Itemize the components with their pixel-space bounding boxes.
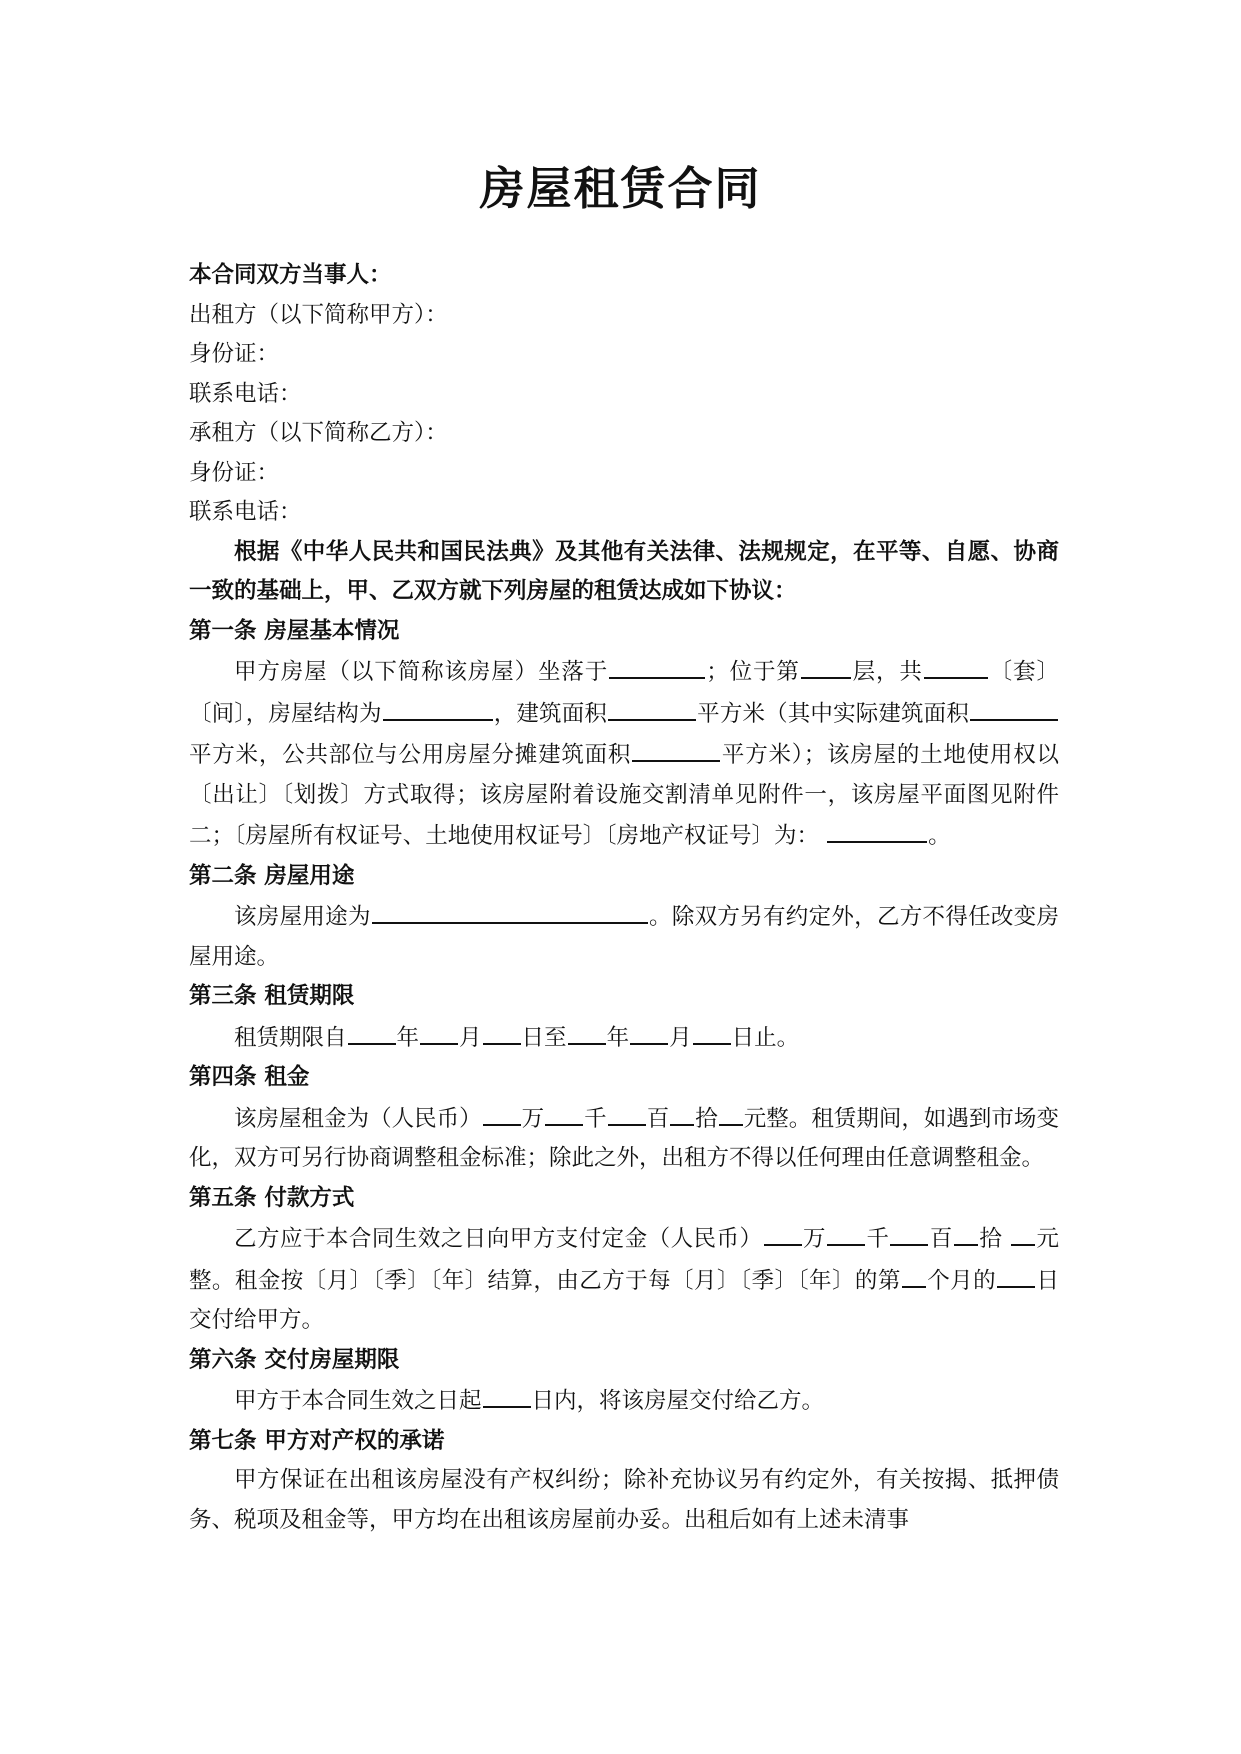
- article-1-text: ，建筑面积: [493, 700, 608, 727]
- article-1-text: 平方米，公共部位与公用房屋分摊建筑面积: [189, 742, 632, 768]
- article-4-text: 万: [521, 1105, 545, 1132]
- floor-blank[interactable]: [801, 651, 851, 679]
- delivery-days-blank[interactable]: [483, 1380, 531, 1408]
- payment-month-blank[interactable]: [902, 1260, 926, 1288]
- actual-area-blank[interactable]: [970, 693, 1058, 721]
- article-4-text: 拾: [695, 1105, 718, 1132]
- end-year-blank[interactable]: [568, 1017, 606, 1045]
- article-1-text: 层，共: [851, 659, 923, 685]
- article-4-text: 该房屋租金为（人民币）: [234, 1105, 482, 1132]
- article-5-title: 第五条 付款方式: [189, 1184, 355, 1211]
- article-2-text: 该房屋用途为: [234, 904, 371, 930]
- article-3-text: 年: [606, 1024, 630, 1051]
- article-5-text: 乙方应于本合同生效之日向甲方支付定金（人民币）: [234, 1226, 763, 1252]
- contract-body: [189, 256, 1059, 1540]
- lessee-line: 承租方（以下简称乙方）：: [189, 420, 448, 446]
- article-1-text: 平方米）；该房屋的土地使用权以〔出让〕〔划拨〕方式取得；该房屋附着设施交割清单见附件一，该房屋平面图见附件二；〔房屋所有权证号、土地使用权证号〕〔房地产权证号〕为：: [189, 742, 1059, 849]
- deposit-wan-blank[interactable]: [764, 1218, 802, 1246]
- article-3-text: 日至: [521, 1024, 567, 1051]
- rent-bai-blank[interactable]: [608, 1098, 646, 1126]
- parties-heading: 本合同双方当事人：: [189, 262, 392, 288]
- rent-wan-blank[interactable]: [483, 1098, 521, 1126]
- article-1-text: 平方米（其中实际建筑面积: [697, 700, 969, 727]
- article-3-text: 租赁期限自: [234, 1024, 347, 1051]
- article-7-title: 第七条 甲方对产权的承诺: [189, 1427, 445, 1454]
- article-4-text: 百: [646, 1105, 670, 1132]
- start-month-blank[interactable]: [420, 1017, 458, 1045]
- article-5-text: 百: [929, 1226, 953, 1252]
- article-1-text: 〔套〕〔间〕，房屋结构为: [189, 659, 1059, 727]
- article-1-paragraph: [189, 651, 1059, 857]
- shared-area-blank[interactable]: [632, 734, 720, 762]
- article-5-text: 拾: [978, 1226, 1010, 1252]
- lessee-phone-line: 联系电话：: [189, 499, 302, 525]
- lessor-id-line: 身份证：: [189, 341, 280, 367]
- start-year-blank[interactable]: [348, 1017, 396, 1045]
- article-7-paragraph: 甲方保证在出租该房屋没有产权纠纷；除补充协议另有约定外，有关按揭、抵押债务、税项及租金等，甲方均在出租该房屋前办妥。出租后如有上述未清事: [189, 1467, 1059, 1533]
- article-3-paragraph: [189, 1017, 1059, 1059]
- article-3-text: 日止。: [731, 1024, 800, 1051]
- article-2-text: 。除双方另有约定外，乙方不得任改变房屋用途。: [189, 904, 1059, 970]
- payment-day-blank[interactable]: [997, 1260, 1035, 1288]
- article-2-paragraph: [189, 896, 1059, 977]
- usage-blank[interactable]: [372, 896, 648, 924]
- article-3-text: 月: [459, 1024, 482, 1051]
- article-3-title: 第三条 租赁期限: [189, 983, 355, 1009]
- article-5-text: 千: [865, 1226, 890, 1252]
- deposit-yuan-blank[interactable]: [1011, 1218, 1035, 1246]
- article-3-text: 月: [669, 1024, 692, 1051]
- rent-qian-blank[interactable]: [545, 1098, 583, 1126]
- article-4-paragraph: [189, 1098, 1059, 1179]
- article-6-text: 日内，将该房屋交付给乙方。: [531, 1388, 825, 1414]
- article-1-text: 甲方房屋（以下简称该房屋）坐落于: [234, 659, 609, 685]
- lessor-line: 出租方（以下简称甲方）：: [189, 301, 448, 328]
- location-blank[interactable]: [609, 651, 705, 679]
- article-5-paragraph: [189, 1218, 1059, 1341]
- preamble-paragraph: 根据《中华人民共和国民法典》及其他有关法律、法规规定，在平等、自愿、协商一致的基础上，甲、乙双方就下列房屋的租赁达成如下协议：: [189, 538, 1059, 604]
- article-1-text: 。: [928, 823, 951, 849]
- end-month-blank[interactable]: [630, 1017, 668, 1045]
- article-4-text: 千: [584, 1105, 607, 1132]
- article-6-title: 第六条 交付房屋期限: [189, 1346, 400, 1373]
- article-3-text: 年: [396, 1024, 420, 1051]
- article-4-title: 第四条 租金: [189, 1064, 310, 1090]
- article-5-text: 个月的: [926, 1267, 997, 1294]
- document-title: 房屋租赁合同: [479, 162, 762, 215]
- article-1-title: 第一条 房屋基本情况: [189, 617, 400, 644]
- article-5-text: 元整。租金按〔月〕〔季〕〔年〕结算，由乙方于每〔月〕〔季〕〔年〕的第: [189, 1226, 1059, 1294]
- building-area-blank[interactable]: [608, 693, 696, 721]
- deposit-bai-blank[interactable]: [890, 1218, 928, 1246]
- article-6-paragraph: [189, 1380, 1059, 1422]
- article-2-title: 第二条 房屋用途: [189, 862, 355, 889]
- certificate-number-blank[interactable]: [827, 815, 927, 843]
- lessor-phone-line: 联系电话：: [189, 380, 302, 407]
- structure-blank[interactable]: [383, 693, 493, 721]
- article-4-text: 元整。租赁期间，如遇到市场变化，双方可另行协商调整租金标准；除此之外，出租方不得以任何理由任意调整租金。: [189, 1105, 1059, 1171]
- lessee-id-line: 身份证：: [189, 459, 280, 486]
- deposit-shi-blank[interactable]: [954, 1218, 978, 1246]
- total-floors-blank[interactable]: [924, 651, 988, 679]
- rent-yuan-blank[interactable]: [719, 1098, 743, 1126]
- article-5-text: 万: [802, 1226, 826, 1252]
- start-day-blank[interactable]: [483, 1017, 521, 1045]
- rent-shi-blank[interactable]: [670, 1098, 694, 1126]
- article-5-text: 日交付给甲方。: [189, 1267, 1059, 1333]
- deposit-qian-blank[interactable]: [827, 1218, 865, 1246]
- article-1-text: ；位于第: [706, 659, 800, 685]
- article-6-text: 甲方于本合同生效之日起: [234, 1388, 482, 1414]
- end-day-blank[interactable]: [693, 1017, 731, 1045]
